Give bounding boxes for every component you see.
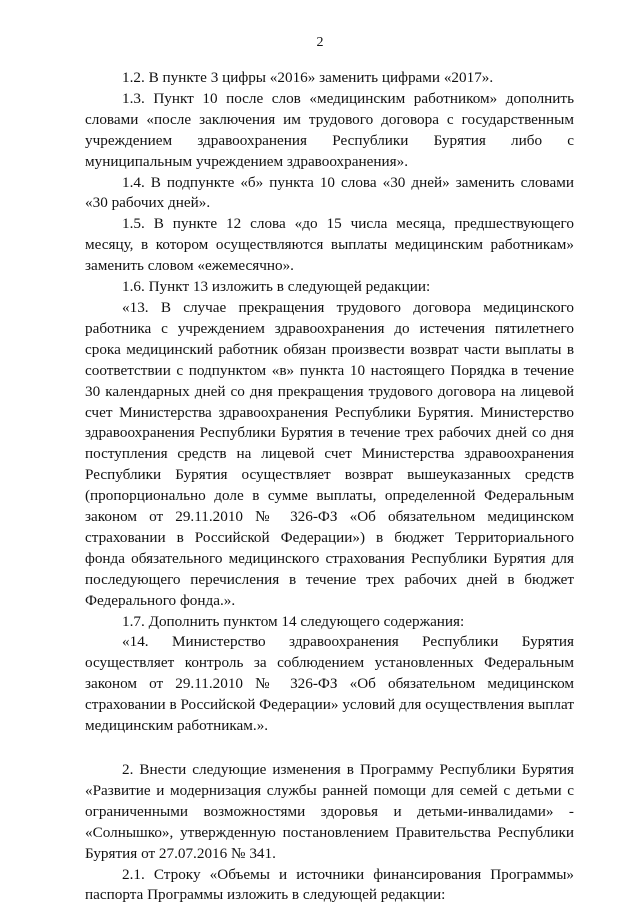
paragraph-1-5: 1.5. В пункте 12 слова «до 15 числа месяца, предшествующего месяцу, в котором осуществляются выплаты медицинским работникам» заменить словом «ежемесячно».: [85, 215, 574, 275]
paragraph-14-text: «14. Министерство здравоохранения Республики Бурятия осуществляет контроль за соблюдением установленных Федеральным законом от 29.11.2010 № 326-ФЗ «Об обязательном медицинском страховании в Российской Федерации» условий для осуществления выплат медицинским работникам.».: [85, 633, 574, 735]
paragraph-1-7: 1.7. Дополнить пунктом 14 следующего содержания:: [122, 612, 465, 630]
paragraph-13-text: «13. В случае прекращения трудового договора медицинского работника с учреждением здравоохранения до истечения пятилетнего срока медицинский работник обязан произвести возврат части выплаты в соответствии с подпунктом «в» пункта 10 настоящего Порядка в течение 30 календарных дней со дня прекращения трудового договора на лицевой счет Министерства здравоохранения Республики Бурятия. Министерство здравоохранения Республики Бурятия в течение трех рабочих дней со дня поступления средств на лицевой счет Министерства здравоохранения Республики Бурятия осуществляет возврат вышеуказанных средств (пропорционально доле в сумме выплаты, определенной Федеральным законом от 29.11.2010 № 326-ФЗ «Об обязательном медицинском страховании в Российской Федерации») в бюджет Территориального фонда обязательного медицинского страхования Республики Бурятия для последующего перечисления в течение трех рабочих дней в бюджет Федерального фонда.».: [85, 298, 574, 609]
paragraph-1-6: 1.6. Пункт 13 изложить в следующей редакции:: [122, 278, 431, 296]
page-number: 2: [316, 35, 324, 50]
document-body: [85, 68, 574, 906]
paragraph-2-1: 2.1. Строку «Объемы и источники финансирования Программы» паспорта Программы изложить в следующей редакции:: [85, 865, 574, 904]
paragraph-2: 2. Внести следующие изменения в Программу Республики Бурятия «Развитие и модернизация службы ранней помощи для семей с детьми с ограниченными возможностями здоровья и детьми-инвалидами» - «Солнышко», утвержденную постановлением Правительства Республики Бурятия от 27.07.2016 № 341.: [85, 761, 574, 862]
paragraph-1-3: 1.3. Пункт 10 после слов «медицинским работником» дополнить словами «после заключения им трудового договора с государственным учреждением здравоохранения Республики Бурятия либо с муниципальным учреждением здравоохранения».: [85, 89, 574, 170]
paragraph-1-2: 1.2. В пункте 3 цифры «2016» заменить цифрами «2017».: [122, 69, 494, 86]
paragraph-1-4: 1.4. В подпункте «б» пункта 10 слова «30 дней» заменить словами «30 рабочих дней».: [85, 173, 574, 212]
